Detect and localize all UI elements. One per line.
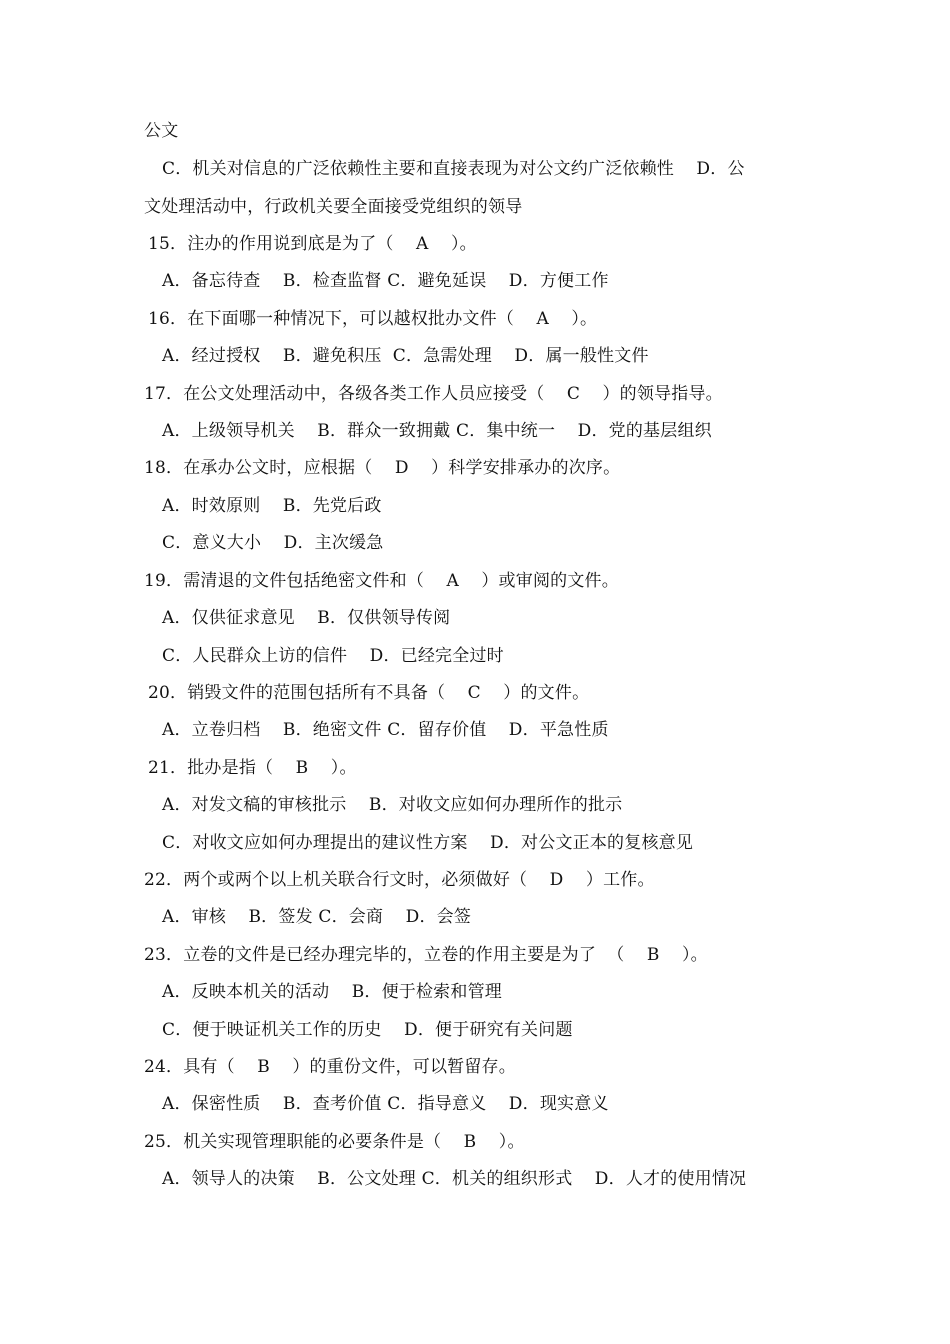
question-18: 18．在承办公文时，应根据（ D ）科学安排承办的次序。 — [144, 458, 621, 478]
text-line-continuation: 公文 — [144, 121, 179, 141]
question-24: 24．具有（ B ）的重份文件，可以暂留存。 — [144, 1057, 516, 1077]
options-21-ab: A．对发文稿的审核批示 B．对收文应如何办理所作的批示 — [162, 795, 623, 815]
question-23: 23．立卷的文件是已经办理完毕的，立卷的作用主要是为了 （ B ）。 — [144, 945, 708, 965]
options-24: A．保密性质 B．查考价值 C．指导意义 D．现实意义 — [162, 1094, 609, 1114]
options-22: A．审核 B．签发 C．会商 D．会签 — [162, 907, 472, 927]
options-18-cd: C．意义大小 D．主次缓急 — [162, 533, 384, 553]
options-18-ab: A．时效原则 B．先党后政 — [162, 496, 382, 516]
text-line-option: C．机关对信息的广泛依赖性主要和直接表现为对公文约广泛依赖性 D．公 — [162, 159, 745, 179]
question-15: 15．注办的作用说到底是为了（ A ）。 — [148, 234, 477, 254]
question-16: 16．在下面哪一种情况下，可以越权批办文件（ A ）。 — [148, 309, 598, 329]
options-25: A．领导人的决策 B．公文处理 C．机关的组织形式 D．人才的使用情况 — [162, 1169, 747, 1189]
question-20: 20．销毁文件的范围包括所有不具备（ C ）的文件。 — [148, 683, 590, 703]
text-line-continuation: 文处理活动中，行政机关要全面接受党组织的领导 — [144, 197, 523, 217]
options-19-cd: C．人民群众上访的信件 D．已经完全过时 — [162, 646, 504, 666]
options-23-cd: C．便于映证机关工作的历史 D．便于研究有关问题 — [162, 1020, 573, 1040]
question-17: 17．在公文处理活动中，各级各类工作人员应接受（ C ）的领导指导。 — [144, 384, 723, 404]
question-21: 21．批办是指（ B ）。 — [148, 758, 357, 778]
options-17: A．上级领导机关 B．群众一致拥戴 C．集中统一 D．党的基层组织 — [162, 421, 712, 441]
options-15: A．备忘待查 B．检查监督 C．避免延误 D．方便工作 — [162, 271, 609, 291]
question-19: 19．需清退的文件包括绝密文件和（ A ）或审阅的文件。 — [144, 571, 619, 591]
question-25: 25．机关实现管理职能的必要条件是（ B ）。 — [144, 1132, 525, 1152]
options-21-cd: C．对收文应如何办理提出的建议性方案 D．对公文正本的复核意见 — [162, 833, 694, 853]
options-19-ab: A．仅供征求意见 B．仅供领导传阅 — [162, 608, 451, 628]
options-20: A．立卷归档 B．绝密文件 C．留存价值 D．平急性质 — [162, 720, 609, 740]
options-16: A．经过授权 B．避免积压 C．急需处理 D．属一般性文件 — [162, 346, 649, 366]
options-23-ab: A．反映本机关的活动 B．便于检索和管理 — [162, 982, 502, 1002]
question-22: 22．两个或两个以上机关联合行文时，必须做好（ D ）工作。 — [144, 870, 655, 890]
